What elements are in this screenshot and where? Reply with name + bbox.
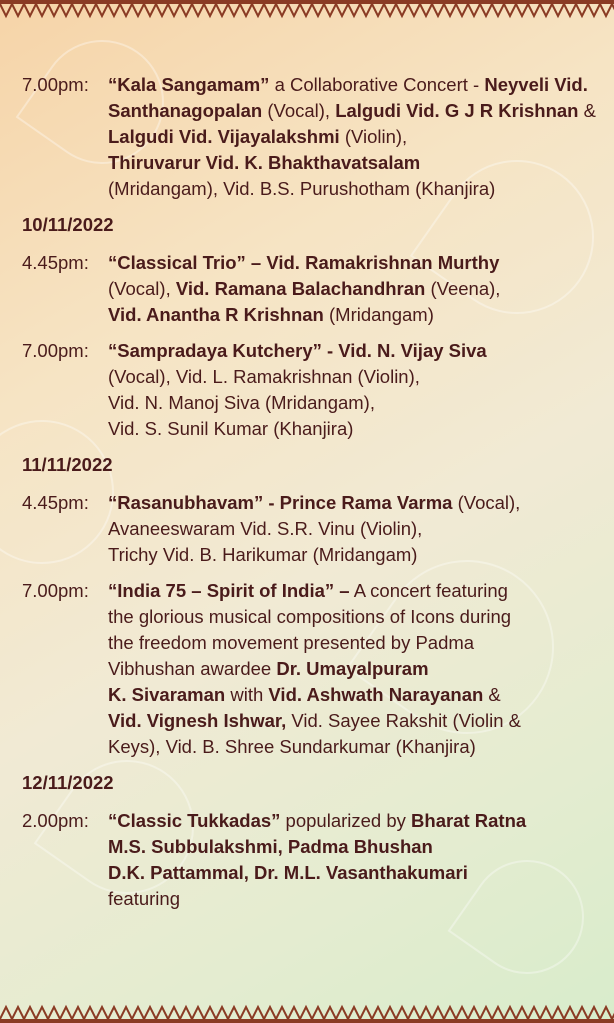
schedule-entry (22, 578, 602, 760)
entry-highlight-text: Thiruvarur Vid. K. Bhakthavatsalam (108, 152, 421, 173)
entry-highlight-text: “India 75 – Spirit of India” – (108, 580, 350, 601)
entry-text: (Mridangam), Vid. B.S. Purushotham (Khanjira) (108, 178, 496, 199)
entry-highlight-text: Vid. Ashwath Narayanan (268, 684, 484, 705)
entry-highlight-text: D.K. Pattammal, Dr. M.L. Vasanthakumari (108, 862, 468, 883)
entry-highlight-text: Vid. Anantha R Krishnan (108, 304, 324, 325)
entry-description (108, 808, 602, 912)
entry-highlight-text: “Kala Sangamam” (108, 74, 270, 95)
entry-highlight-text: Lalgudi Vid. Vijayalakshmi (108, 126, 340, 147)
schedule-entry (22, 808, 602, 912)
entry-text: Keys), Vid. B. Shree Sundarkumar (Khanjira) (108, 736, 476, 757)
zigzag-border-icon (0, 1001, 614, 1023)
entry-description (108, 250, 602, 328)
entry-time: 4.45pm: (22, 492, 89, 513)
schedule-date: 10/11/2022 (22, 214, 114, 235)
zigzag-border-icon (0, 0, 614, 22)
entry-highlight-text: Dr. Umayalpuram (276, 658, 429, 679)
entry-text: Vid. S. Sunil Kumar (Khanjira) (108, 418, 354, 439)
entry-time: 7.00pm: (22, 580, 89, 601)
entry-time: 2.00pm: (22, 810, 89, 831)
entry-highlight-text: “Rasanubhavam” - Prince Rama Varma (108, 492, 453, 513)
decorative-border-bottom (0, 1001, 614, 1023)
entry-highlight-text: M.S. Subbulakshmi, Padma Bhushan (108, 836, 433, 857)
entry-highlight-text: Lalgudi Vid. G J R Krishnan (335, 100, 579, 121)
entry-highlight-text: Vid. Vignesh Ishwar, (108, 710, 287, 731)
entry-text: Vibhushan awardee (108, 658, 277, 679)
schedule-date: 11/11/2022 (22, 454, 113, 475)
schedule-date: 12/11/2022 (22, 772, 114, 793)
entry-text: Trichy Vid. B. Harikumar (Mridangam) (108, 544, 418, 565)
entry-text: A concert featuring (349, 580, 508, 601)
schedule-entry (22, 72, 602, 202)
entry-text: Avaneeswaram Vid. S.R. Vinu (Violin), (108, 518, 423, 539)
entry-time: 4.45pm: (22, 252, 89, 273)
entry-text: with (225, 684, 269, 705)
entry-highlight-text: K. Sivaraman (108, 684, 226, 705)
entry-text: a Collaborative Concert - (269, 74, 485, 95)
entry-description (108, 578, 602, 760)
entry-highlight-text: Vid. Ramana Balachandhran (175, 278, 426, 299)
entry-highlight-text: “Classical Trio” – Vid. Ramakrishnan Murthy (108, 252, 500, 273)
entry-text: Vid. Sayee Rakshit (Violin & (286, 710, 522, 731)
entry-text: (Mridangam) (323, 304, 434, 325)
entry-description (108, 490, 602, 568)
entry-text: (Vocal), (108, 278, 176, 299)
entry-text: the glorious musical compositions of Icons during (108, 606, 512, 627)
entry-text: Vid. N. Manoj Siva (Mridangam), (108, 392, 375, 413)
entry-time: 7.00pm: (22, 74, 89, 95)
entry-time: 7.00pm: (22, 340, 89, 361)
schedule-list (22, 72, 602, 922)
decorative-border-top (0, 0, 614, 22)
entry-description (108, 338, 602, 442)
schedule-entry (22, 250, 602, 328)
entry-text: & (483, 684, 501, 705)
entry-text: & (578, 100, 596, 121)
entry-text: (Veena), (425, 278, 501, 299)
entry-text: (Violin), (339, 126, 408, 147)
entry-text: featuring (108, 888, 180, 909)
entry-text: the freedom movement presented by Padma (108, 632, 475, 653)
schedule-entry (22, 490, 602, 568)
entry-highlight-text: Neyveli Vid. Santhanagopalan (108, 74, 588, 121)
entry-text: (Vocal), (262, 100, 336, 121)
entry-description (108, 72, 602, 202)
schedule-entry (22, 338, 602, 442)
entry-text: popularized by (280, 810, 412, 831)
entry-highlight-text: “Sampradaya Kutchery” - Vid. N. Vijay Siva (108, 340, 487, 361)
entry-text: (Vocal), Vid. L. Ramakrishnan (Violin), (108, 366, 420, 387)
entry-highlight-text: “Classic Tukkadas” (108, 810, 281, 831)
entry-text: (Vocal), (452, 492, 521, 513)
entry-highlight-text: Bharat Ratna (411, 810, 527, 831)
